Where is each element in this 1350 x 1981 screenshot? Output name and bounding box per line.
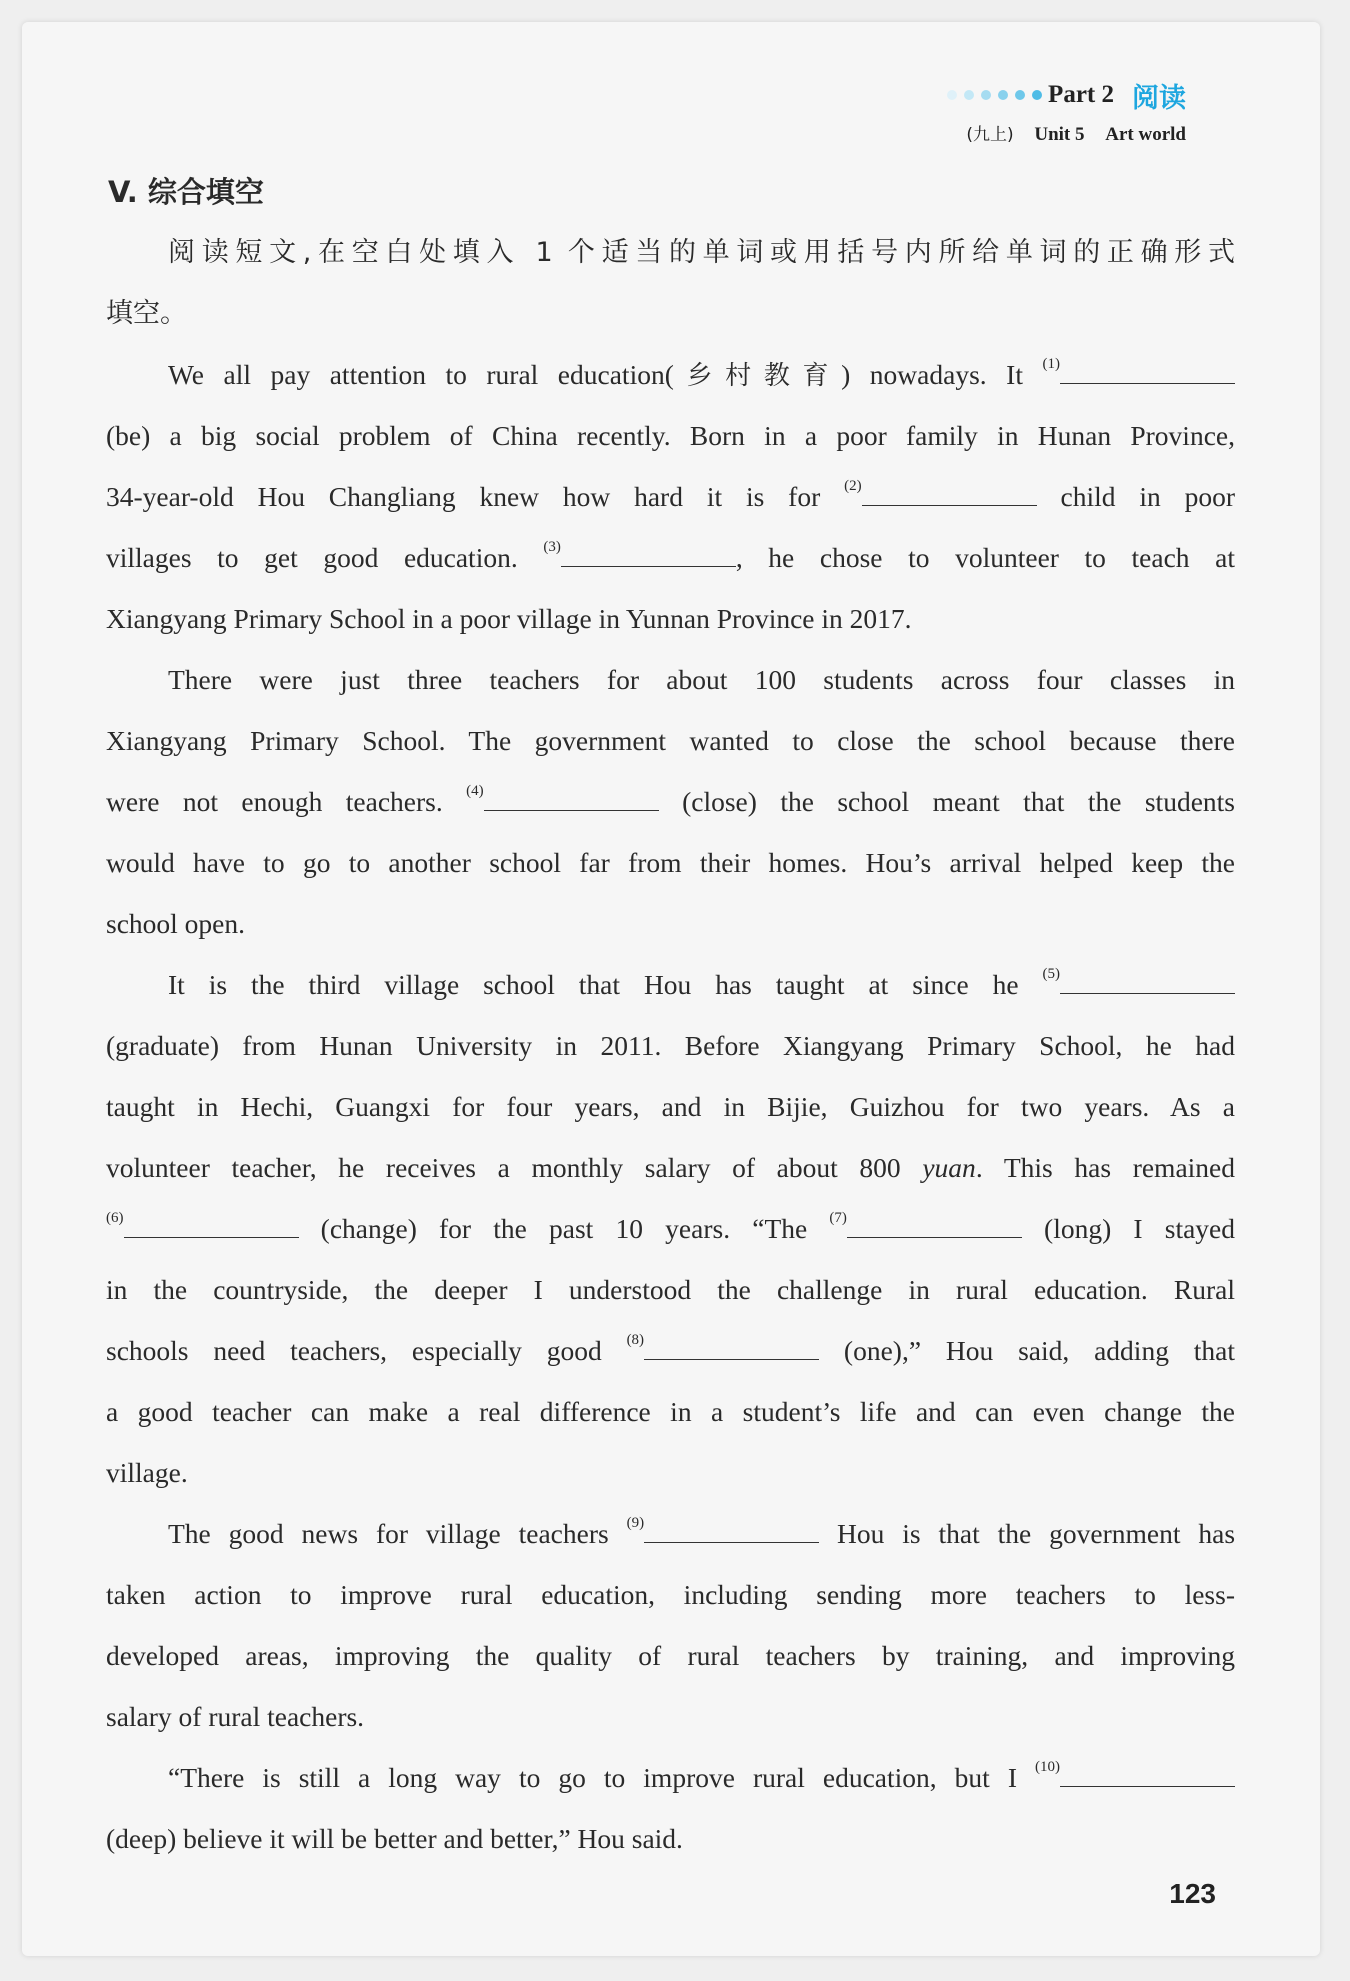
workbook-page [22,22,1320,1956]
passage-line: (deep) believe it will be better and better,” Hou said. [106,1823,683,1854]
passage-line: villages to get good education. $^{(3)}$ , he chose to volunteer to teach at [106,539,1235,573]
passage-line: (graduate) from Hunan University in 2011. Before Xiangyang Primary School, he had [106,1030,1235,1061]
answer-blank-5[interactable] [1060,971,1235,994]
page-header [947,74,1186,146]
blank-number: (6) [106,1210,124,1226]
answer-blank-9[interactable] [644,1520,819,1543]
blank-number: (4) [466,783,484,799]
passage-line: We all pay attention to rural education(乡村教育) nowadays. It $^{(1)}$ [106,344,1235,405]
passage-line: The good news for village teachers $^{(9)}$ Hou is that the government has [168,1515,1236,1549]
grade-label: (九上) [966,125,1014,145]
passage-line: school open. [106,908,246,939]
blank-number: (8) [626,1332,645,1348]
passage-line: Xiangyang Primary School in a poor village in Yunnan Province in 2017. [106,603,912,634]
passage-line: village. [106,1457,188,1488]
passage-line: 34-year-old Hou Changliang knew how hard it is for $^{(2)}$ child in poor [106,478,1236,512]
page-number: 123 [1169,1878,1216,1909]
passage-line: (be) a big social problem of China recently. Born in a poor family in Hunan Province, [106,420,1235,451]
passage-line: There were just three teachers for about 100 students across four classes in [168,664,1235,695]
section-title: V. 综合填空 [108,175,264,209]
answer-blank-10[interactable] [1060,1764,1235,1787]
answer-blank-3[interactable] [561,544,736,567]
passage-line: a good teacher can make a real difference in a student’s life and can even change the [106,1396,1235,1427]
passage-line: $^{(6)}$ (change) for the past 10 years. “The $^{(7)}$ (long) I stayed [106,1210,1236,1244]
blank-number: (9) [626,1515,645,1531]
decorative-dots-icon [947,90,1042,100]
blank-number: (5) [1042,966,1061,982]
passage-line: Xiangyang Primary School. The government wanted to close the school because there [106,725,1235,756]
passage-line: would have to go to another school far from their homes. Hou’s arrival helped keep the [106,847,1235,878]
passage-line: taught in Hechi, Guangxi for four years, and in Bijie, Guizhou for two years. As a [106,1091,1235,1122]
blank-number: (1) [1042,356,1061,372]
passage-line: schools need teachers, especially good $^{(8)}$ (one),” Hou said, adding that [106,1332,1236,1366]
answer-blank-6[interactable] [124,1215,299,1238]
passage-line: volunteer teacher, he receives a monthly salary of about 800 yuan. This has remained [106,1152,1235,1183]
answer-blank-2[interactable] [862,483,1037,506]
blank-number: (10) [1035,1759,1061,1775]
answer-blank-4[interactable] [484,788,659,811]
answer-blank-1[interactable] [1060,361,1235,384]
answer-blank-7[interactable] [847,1215,1022,1238]
passage-line: taken action to improve rural education, including sending more teachers to less- [106,1579,1235,1610]
unit-title: Art world [1105,124,1186,145]
unit-label: Unit 5 [1034,124,1085,145]
exercise-body [106,222,1235,1869]
answer-blank-8[interactable] [644,1337,819,1360]
passage-line: It is the third village school that Hou has taught at since he $^{(5)}$ [106,954,1235,1015]
part-chinese-label: 阅读 [1132,82,1186,114]
part-label: Part 2 [1048,81,1114,108]
passage-line: “There is still a long way to go to improve rural education, but I $^{(10)}$ [106,1747,1235,1808]
passage-line: salary of rural teachers. [106,1701,365,1732]
blank-number: (7) [829,1210,847,1226]
passage-line: developed areas, improving the quality of rural teachers by training, and improving [106,1640,1235,1671]
instructions-line: 阅读短文,在空白处填入 1 个适当的单词或用括号内所给单词的正确形式 [168,237,1235,268]
passage-line: in the countryside, the deeper I understood the challenge in rural education. Rural [106,1274,1235,1305]
passage-line: were not enough teachers. $^{(4)}$ (close) the school meant that the students [106,783,1235,817]
blank-number: (3) [543,539,561,555]
instructions-line: 填空。 [106,298,187,329]
blank-number: (2) [844,478,862,494]
